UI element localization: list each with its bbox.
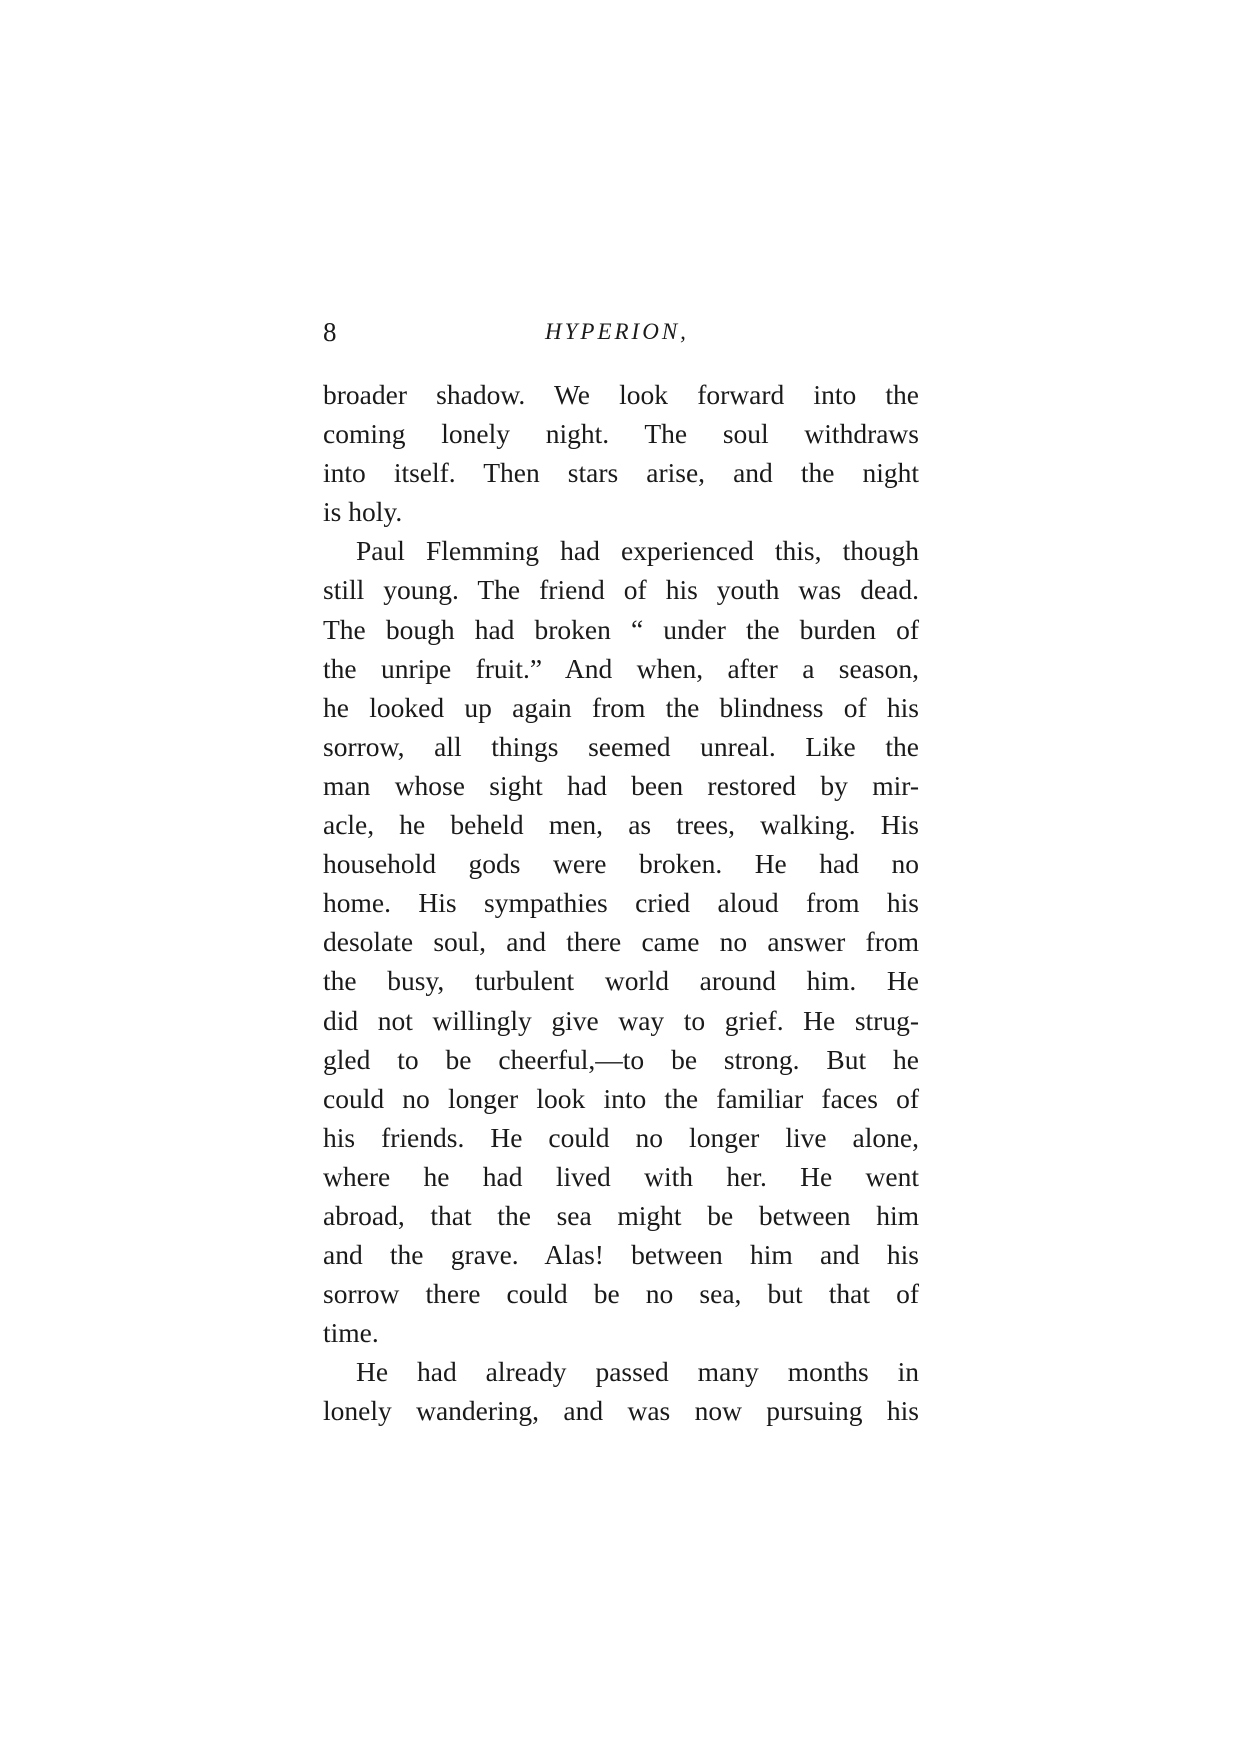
text-line: He had already passed many months in (356, 1356, 919, 1388)
text-line: is holy. (323, 496, 403, 528)
text-line: the unripe fruit.” And when, after a season, (323, 652, 919, 684)
text-line: could no longer look into the familiar faces of (323, 1082, 919, 1114)
text-line: time. (323, 1317, 379, 1349)
text-line: still young. The friend of his youth was dead. (323, 574, 919, 606)
text-line: his friends. He could no longer live alone, (323, 1121, 919, 1153)
text-line: abroad, that the sea might be between him (323, 1199, 919, 1231)
text-line: coming lonely night. The soul withdraws (323, 418, 919, 450)
text-line: lonely wandering, and was now pursuing his (323, 1395, 919, 1427)
text-line: man whose sight had been restored by mir- (323, 769, 919, 801)
text-line: broader shadow. We look forward into the (323, 379, 919, 410)
text-line: where he had lived with her. He went (323, 1160, 919, 1192)
text-line: household gods were broken. He had no (323, 848, 919, 880)
body-text (323, 375, 919, 1431)
text-line: desolate soul, and there came no answer from (323, 926, 919, 958)
text-line: he looked up again from the blindness of his (323, 691, 919, 723)
text-line: the busy, turbulent world around him. He (323, 965, 919, 997)
text-line: home. His sympathies cried aloud from his (323, 887, 919, 919)
running-title: HYPERION, (545, 319, 689, 344)
page-number: 8 (323, 317, 337, 347)
text-line: Paul Flemming had experienced this, though (356, 535, 919, 567)
text-line: and the grave. Alas! between him and his (323, 1239, 919, 1271)
text-line: into itself. Then stars arise, and the night (323, 457, 919, 489)
text-line: did not willingly give way to grief. He strug- (323, 1004, 919, 1036)
running-head (323, 312, 919, 352)
paragraph-1 (323, 375, 919, 531)
paragraph-3 (323, 1352, 919, 1430)
paragraph-2 (323, 531, 919, 1352)
text-line: The bough had broken “ under the burden of (323, 613, 919, 645)
text-line: sorrow there could be no sea, but that of (323, 1278, 919, 1310)
book-page (323, 0, 919, 1754)
text-line: sorrow, all things seemed unreal. Like the (323, 730, 919, 762)
text-line: acle, he beheld men, as trees, walking. His (323, 809, 919, 841)
text-line: gled to be cheerful,—to be strong. But he (323, 1043, 919, 1075)
